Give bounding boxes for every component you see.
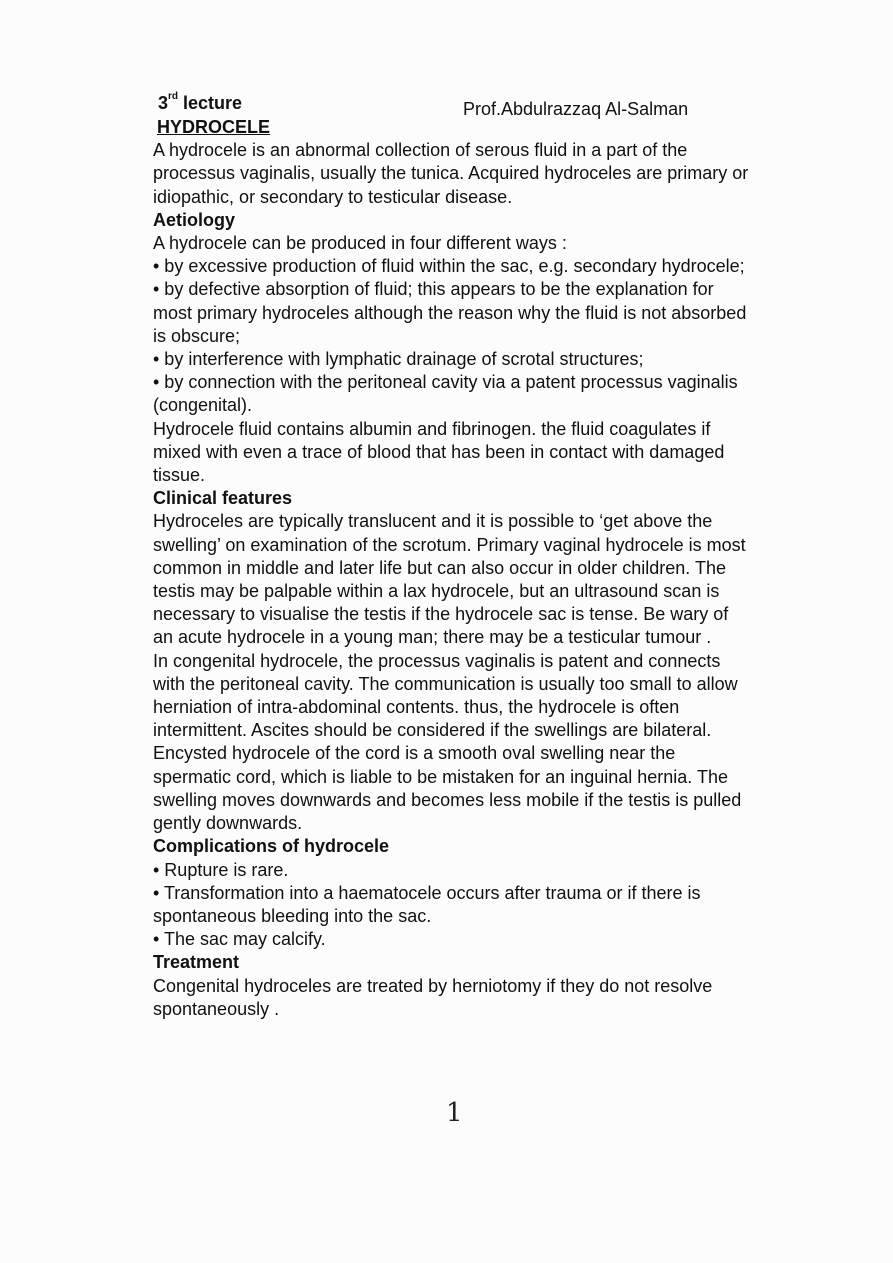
- treatment-heading: Treatment: [153, 952, 240, 973]
- lecture-content: [153, 116, 753, 1021]
- clinical-features-heading: Clinical features: [153, 488, 293, 509]
- aetiology-heading: Aetiology: [153, 209, 236, 230]
- page-number: 1: [446, 1098, 463, 1128]
- lecture-number: 3: [158, 93, 169, 113]
- lecture-label: [158, 93, 242, 114]
- treatment-paragraph: Congenital hydroceles are treated by herniotomy if they do not resolve spontaneously .: [153, 975, 713, 1019]
- aetiology-lead: A hydrocele can be produced in four different ways :: [153, 233, 567, 254]
- fluid-paragraph: Hydrocele fluid contains albumin and fibrinogen. the fluid coagulates if mixed with even a trace of blood that has been in contact with damaged tissue.: [153, 418, 725, 486]
- complications-heading: Complications of hydrocele: [153, 836, 390, 857]
- clinical-paragraph: Hydroceles are typically translucent and it is possible to ‘get above the swelling’ on examination of the scrotum. Primary vaginal hydrocele is most common in middle and later life but can also occur in older children. The testis may be palpable within a lax hydrocele, but an ultrasound scan is necessary to visualise the testis if the hydrocele sac is tense. Be wary of an acute hydrocele in a young man; there may be a testicular tumour .: [153, 511, 746, 648]
- aetiology-bullet: • by defective absorption of fluid; this appears to be the explanation for most primary hydroceles although the reason why the fluid is not absorbed is obscure;: [153, 279, 747, 346]
- intro-paragraph: A hydrocele is an abnormal collection of serous fluid in a part of the processus vaginalis, usually the tunica. Acquired hydroceles are primary or idiopathic, or secondary to testicular disease.: [153, 140, 749, 207]
- complication-bullet: • Transformation into a haematocele occurs after trauma or if there is spontaneous bleeding into the sac.: [153, 882, 701, 926]
- page-header: [158, 93, 718, 117]
- aetiology-bullet: • by interference with lymphatic drainage of scrotal structures;: [153, 349, 644, 370]
- complication-bullet: • Rupture is rare.: [153, 859, 289, 880]
- professor-name: Prof.Abdulrazzaq Al-Salman: [463, 99, 689, 119]
- aetiology-bullet: • by excessive production of fluid within the sac, e.g. secondary hydrocele;: [153, 256, 745, 277]
- lecture-word: lecture: [183, 93, 243, 113]
- complication-bullet: • The sac may calcify.: [153, 929, 326, 950]
- aetiology-bullet: • by connection with the peritoneal cavity via a patent processus vaginalis (congenital).: [153, 372, 738, 416]
- congenital-paragraph: In congenital hydrocele, the processus vaginalis is patent and connects with the peritoneal cavity. The communication is usually too small to allow herniation of intra-abdominal contents. thus, the hydrocele is often intermittent. Ascites should be considered if the swellings are bilateral. Encysted hydrocele of the cord is a smooth oval swelling near the spermatic cord, which is liable to be mistaken for an inguinal hernia. The swelling moves downwards and becomes less mobile if the testis is pulled gently downwards.: [153, 650, 742, 834]
- document-title: HYDROCELE: [157, 117, 271, 137]
- lecture-ordinal-suffix: rd: [168, 91, 179, 102]
